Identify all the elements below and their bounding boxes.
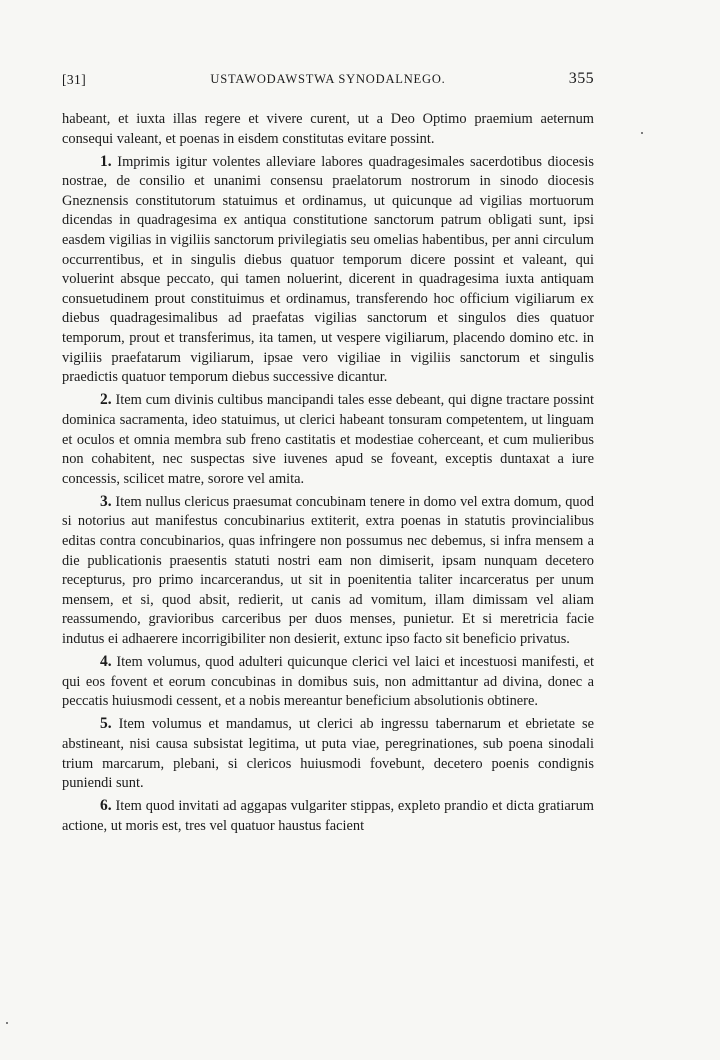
statute-paragraph-1 (62, 152, 594, 388)
page-number: 355 (568, 70, 594, 87)
paragraph-number: 5. (100, 715, 112, 733)
running-title: USTAWODAWSTWA SYNODALNEGO. (210, 72, 446, 86)
paragraph-number: 3. (100, 492, 112, 510)
paragraph-text: Item cum divinis cultibus mancipandi tales esse debeant, qui digne tractare possint dominica sacramenta, ideo statuimus, ut clerici habeant tonsuram competentem, ut linguam et oculos et omnia membra sub freno castitatis et modestiae coherceant, et cum mulieribus non cohabitent, nec suspectas sive iuvenes apud se foveant, exceptis duntaxat a iure concessis, scilicet matre, sorore vel amita. (62, 392, 594, 487)
paragraph-number: 4. (100, 653, 112, 671)
statute-paragraph-3 (62, 492, 594, 650)
opening-paragraph: habeant, et iuxta illas regere et vivere curent, ut a Deo Optimo praemium aeternum consequi valeant, et poenas in eisdem constitutas evitare possint. (62, 111, 594, 147)
paragraph-text: Item nullus clericus praesumat concubinam tenere in domo vel extra domum, quod si notorius aut manifestus concubinarius extiterit, extra poenas in statutis provincialibus editas contra concubinarios, quas infringere non possumus nec debemus, si infra mensem a die publicationis praesentis statuti nostri eam non dimiserit, ipsam nunquam decetero recepturus, pro primo incarcerandus, ut sit in poenitentia taliter incarceratus per unum mensem, et si, quod absit, redierit, ut canis ad vomitum, illam dimissam vel aliam reassumendo, gravioribus carceribus per duos menses, punietur. Et si meretricia facie indutus ei adhaerere incorrigibiliter non desierit, extunc ipso facto sit beneficio privatus. (62, 493, 594, 647)
scan-speck (6, 1022, 8, 1024)
statute-paragraph-6 (62, 796, 594, 836)
statute-paragraph-4 (62, 652, 594, 712)
signature-mark: [31] (62, 72, 87, 87)
paragraph-text: Item quod invitati ad aggapas vulgariter stippas, expleto prandio et dicta gratiarum actione, ut moris est, tres vel quatuor haustus facient (62, 798, 594, 834)
running-head (62, 68, 594, 92)
paragraph-number: 2. (100, 391, 112, 409)
book-page (62, 68, 594, 836)
scan-speck (641, 132, 643, 134)
statute-paragraph-2 (62, 390, 594, 489)
paragraph-number: 1. (100, 152, 112, 170)
page-body (62, 110, 594, 836)
paragraph-text: Item volumus et mandamus, ut clerici ab ingressu tabernarum et ebrietate se abstineant, nisi causa subsistat legitima, ut puta viae, peregrinationes, sub poena sinodali trium marcarum, plebani, si clericos huiusmodi fovebunt, decetero poenis condignis puniendi sunt. (62, 716, 594, 792)
statute-paragraph-5 (62, 714, 594, 793)
paragraph-text: Imprimis igitur volentes alleviare labores quadragesimales sacerdotibus diocesis nostrae, de consilio et unanimi consensu praelatorum nostrorum in sinodo diocesis Gneznensis constitutorum statuimus et ordinamus, ut quicunque ad vigilias mortuorum dicendas in quadragesima ex antiqua constitutione sanctorum patrum obligati sunt, ipsi easdem vigilias in vigiliis sanctorum privilegiatis seu omelias habentibus, per anni circulum occurrentibus, et in singulis diebus quatuor temporum dicere possint et valeant, qui voluerint absque peccato, qui tamen noluerint, dicerent in quadragesima iuxta antiquam consuetudinem prout constituimus et ordinamus, transferendo hoc officium vigiliarum ex diebus quadragesimalibus ad praefatas vigilias sanctorum et singulos dies quatuor temporum, prout et transferimus, ita tamen, ut vespere vigiliarum, placendo domino etc. in vigiliis praefatarum vigiliarum, ipsae vero vigiliae in vigiliis sanctorum et singulis praedictis quatuor temporum diebus successive dicantur. (62, 153, 594, 386)
paragraph-number: 6. (100, 797, 112, 815)
paragraph-text: Item volumus, quod adulteri quicunque clerici vel laici et incestuosi manifesti, et qui eos fovent et eorum concubinas in domibus suis, non admittantur ad divina, donec a peccatis huiusmodi cessent, et a nobis mereantur beneficium absolutionis obtinere. (62, 654, 594, 710)
